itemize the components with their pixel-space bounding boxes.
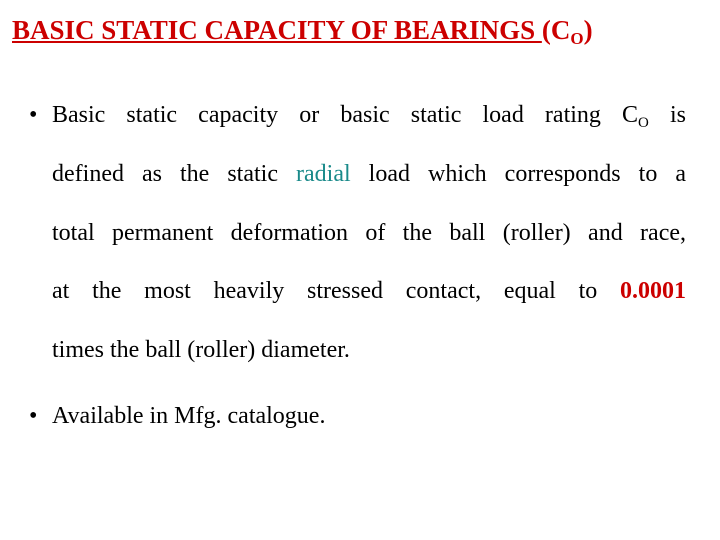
bullet-1-line-4 <box>52 277 686 306</box>
bullet-1-text: load which corresponds to a <box>350 161 686 187</box>
c-subscript: O <box>638 115 649 131</box>
title-open: (C <box>541 15 571 45</box>
bullet-1-line-1 <box>52 101 686 138</box>
title-main: BASIC STATIC CAPACITY OF BEARINGS <box>12 15 542 45</box>
slide-title <box>12 10 593 59</box>
bullet-1-marker: • <box>29 102 38 128</box>
bullet-1-text: is <box>648 102 686 128</box>
bullet-1-line-5: times the ball (roller) diameter. <box>52 337 350 363</box>
title-close: ) <box>583 15 593 45</box>
bullet-1-text: Basic static capacity or basic static load rating C <box>52 102 639 128</box>
bullet-2-text: Available in Mfg. catalogue. <box>52 403 326 429</box>
bullet-1-line-3: total permanent deformation of the ball (roller) and race, <box>52 220 686 246</box>
radial-highlight: radial <box>296 161 351 187</box>
title-subscript: O <box>570 29 584 48</box>
bullet-2-marker: • <box>29 403 38 429</box>
value-highlight: 0.0001 <box>620 278 686 304</box>
bullet-1-text: at the most heavily stressed contact, equal to <box>52 278 620 304</box>
bullet-1-text: defined as the static <box>52 161 296 187</box>
bullet-1-line-2 <box>52 160 686 189</box>
